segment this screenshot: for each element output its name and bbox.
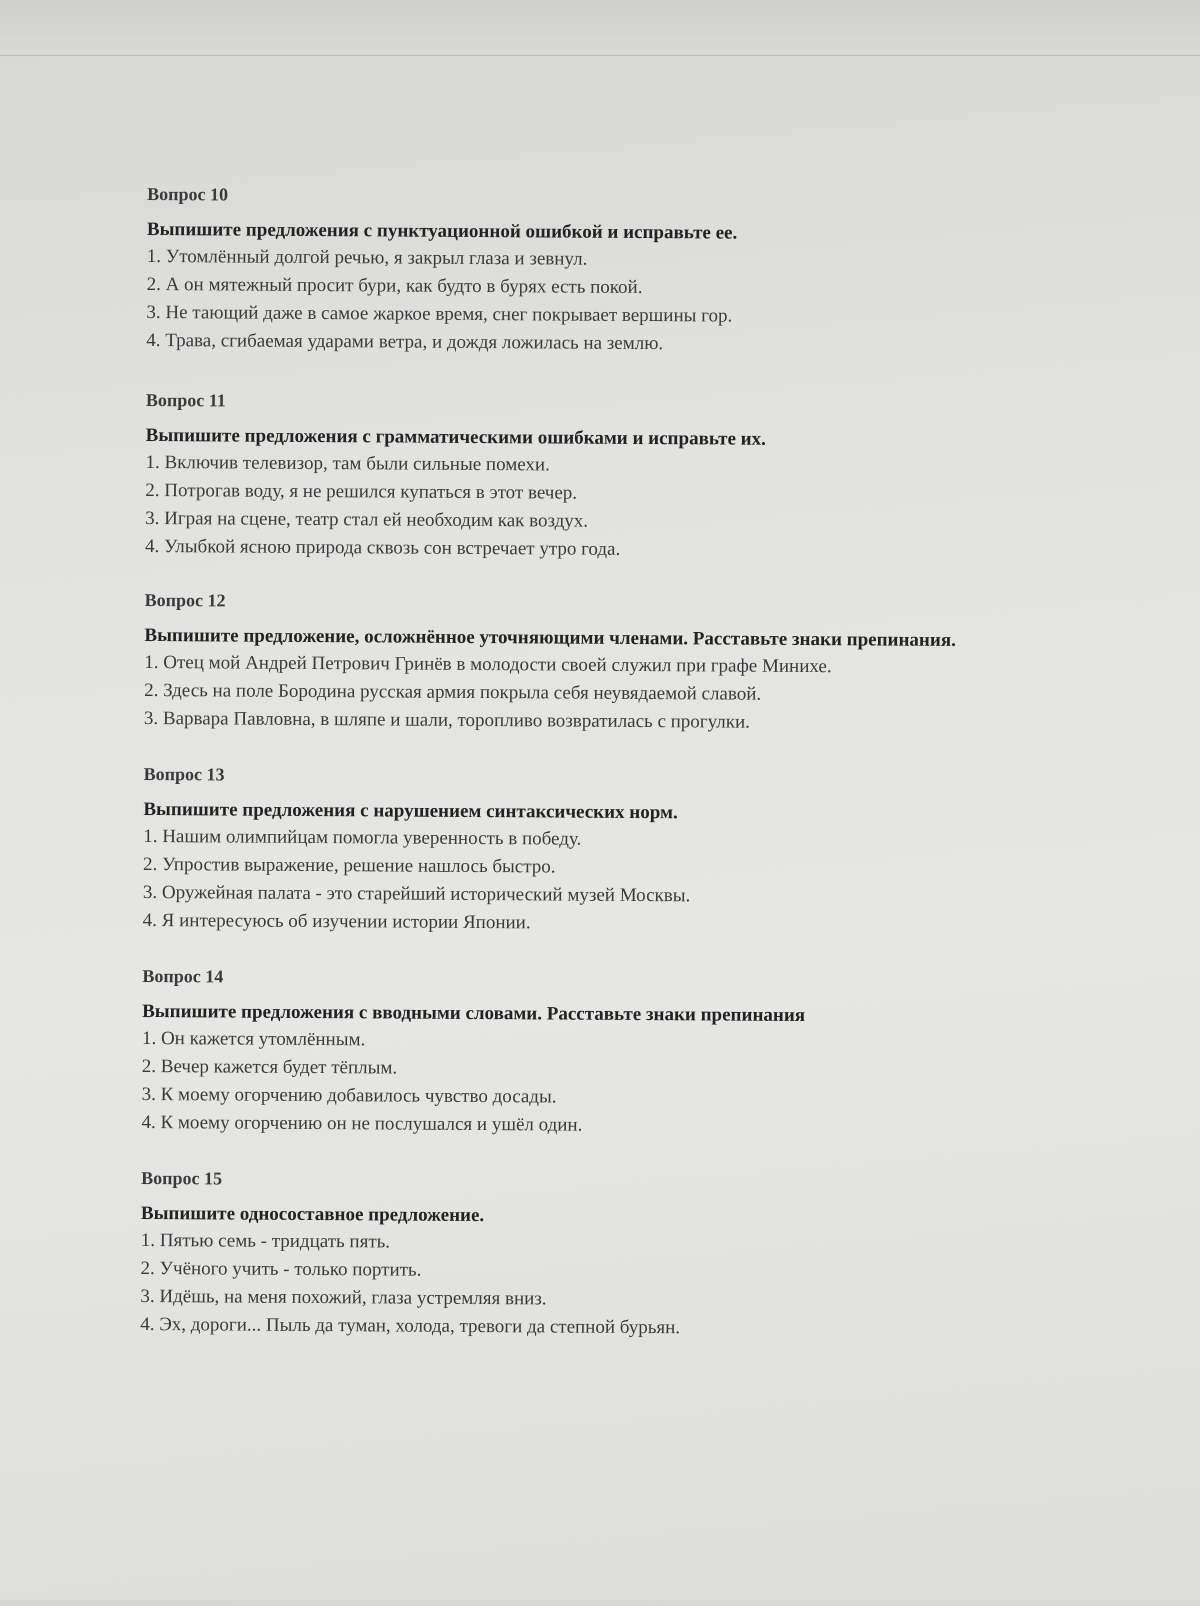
question-task: Выпишите предложение, осложнённое уточняющими членами. Расставьте знаки препинания. [144,624,956,651]
question-option: 2. Учёного учить - только портить. [140,1257,422,1281]
question-title: Вопрос 13 [143,763,225,785]
question-option: 4. Я интересуюсь об изучении истории Японии. [142,909,531,934]
question-title: Вопрос 10 [147,183,229,205]
question-option: 2. Вечер кажется будет тёплым. [141,1055,398,1079]
question-option: 1. Утомлённый долгой речью, я закрыл глаза и зевнул. [146,245,588,270]
question-option: 3. Идёшь, на меня похожий, глаза устремляя вниз. [140,1285,547,1310]
question-title: Вопрос 12 [144,589,226,611]
question-option: 3. Не тающий даже в самое жаркое время, снег покрывает вершины гор. [146,301,733,327]
question-option: 2. А он мятежный просит бури, как будто в бурях есть покой. [146,273,643,299]
question-task: Выпишите предложения с нарушением синтаксических норм. [143,798,678,824]
question-task: Выпишите предложения с вводными словами. Расставьте знаки препинания [142,1000,806,1027]
question-option: 4. Улыбкой ясною природа сквозь сон встречает утро года. [144,535,621,560]
previous-page-edge [0,0,1200,56]
question-option: 1. Отец мой Андрей Петрович Гринёв в молодости своей служил при графе Минихе. [144,651,832,678]
question-task: Выпишите односоставное предложение. [140,1202,485,1227]
question-option: 1. Включив телевизор, там были сильные помехи. [145,451,550,476]
question-option: 2. Потрогав воду, я не решился купаться в этот вечер. [145,479,578,504]
question-title: Вопрос 14 [142,965,224,987]
question-option: 3. Варвара Павловна, в шляпе и шали, торопливо возвратилась с прогулки. [143,707,751,733]
question-section [144,590,956,738]
question-option: 3. Оружейная палата - это старейший исторический музей Москвы. [142,881,691,907]
question-option: 2. Здесь на поле Бородина русская армия покрыла себя неувядаемой славой. [144,679,762,705]
question-section [140,1168,681,1342]
question-option: 4. К моему огорчению он не послушался и ушёл один. [141,1111,583,1136]
question-option: 1. Он кажется утомлённым. [141,1027,366,1051]
question-option: 1. Пятью семь - тридцать пять. [140,1229,391,1253]
question-section [141,966,805,1141]
question-option: 2. Упростив выражение, решение нашлось быстро. [142,853,556,878]
question-task: Выпишите предложения с пунктуационной ошибкой и исправьте ее. [146,218,738,244]
question-option: 4. Эх, дороги... Пыль да туман, холода, тревоги да степной бурьян. [140,1313,681,1339]
question-option: 1. Нашим олимпийцам помогла уверенность в победу. [143,825,582,850]
question-option: 3. К моему огорчению добавилось чувство досады. [141,1083,557,1108]
question-section [143,764,691,938]
question-title: Вопрос 11 [145,389,226,411]
worksheet-page [0,55,1200,1606]
question-option: 4. Трава, сгибаемая ударами ветра, и дождя ложилась на землю. [146,329,664,355]
question-option: 3. Играя на сцене, театр стал ей необходим как воздух. [145,507,589,532]
question-task: Выпишите предложения с грамматическими ошибками и исправьте их. [145,424,766,450]
question-section [146,184,737,359]
question-section [145,390,766,565]
question-title: Вопрос 15 [141,1167,223,1189]
